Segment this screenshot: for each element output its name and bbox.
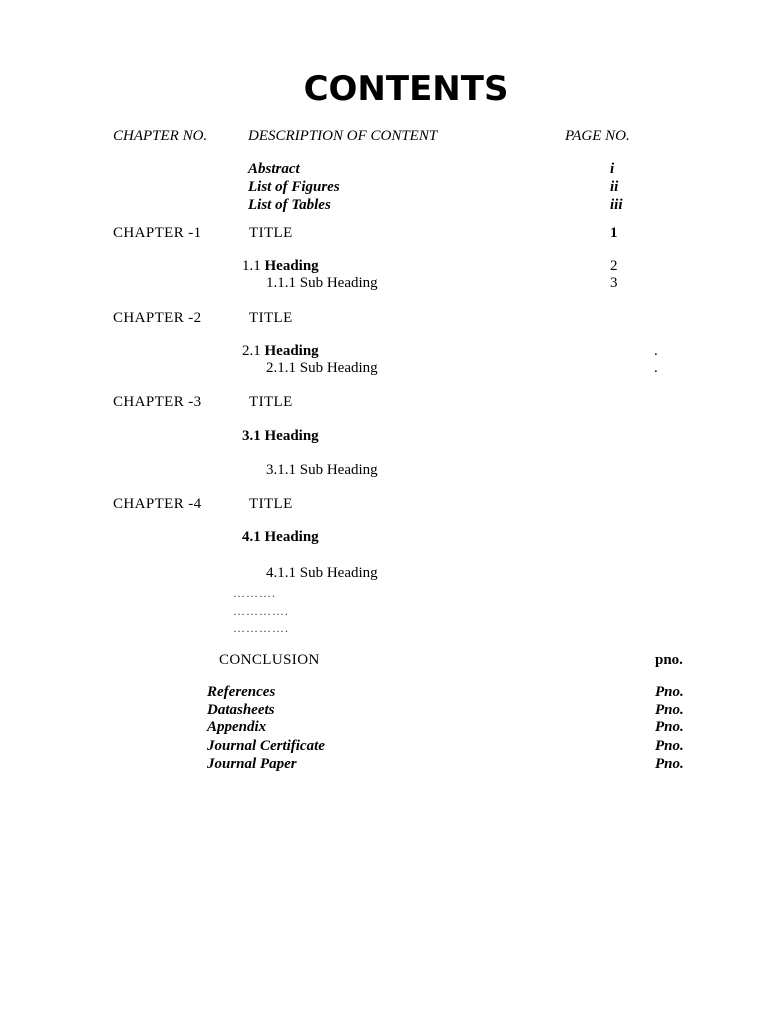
ellipsis-line: …………. <box>233 604 289 618</box>
chapter-1-label: CHAPTER -1 <box>113 225 202 241</box>
back-matter-references-page: Pno. <box>655 684 684 700</box>
back-matter-appendix-page: Pno. <box>655 719 684 735</box>
chapter-4-title: TITLE <box>249 496 293 512</box>
chapter-1-heading-text: Heading <box>264 258 319 274</box>
conclusion-label: CONCLUSION <box>219 652 320 668</box>
back-matter-journal-certificate: Journal Certificate <box>207 738 325 754</box>
chapter-3-label: CHAPTER -3 <box>113 394 202 410</box>
front-matter-list-of-tables: List of Tables <box>248 197 331 213</box>
chapter-2-heading <box>242 344 319 359</box>
ellipsis-line: …………. <box>233 621 289 635</box>
chapter-3-sub-heading: 3.1.1 Sub Heading <box>266 462 378 478</box>
header-description: DESCRIPTION OF CONTENT <box>248 128 438 144</box>
back-matter-journal-paper-page: Pno. <box>655 756 684 772</box>
chapter-4-heading: 4.1 Heading <box>242 529 319 545</box>
chapter-2-title: TITLE <box>249 310 293 326</box>
chapter-1-sub-heading: 1.1.1 Sub Heading <box>266 275 378 291</box>
chapter-2-sub-heading-page: . <box>654 360 658 376</box>
chapter-3-title: TITLE <box>249 394 293 410</box>
chapter-1-page: 1 <box>610 225 618 241</box>
back-matter-datasheets-page: Pno. <box>655 702 684 718</box>
front-matter-abstract-page: i <box>610 161 615 177</box>
chapter-1-title: TITLE <box>249 225 293 241</box>
back-matter-journal-certificate-page: Pno. <box>655 738 684 754</box>
chapter-2-heading-text: Heading <box>264 343 319 359</box>
chapter-1-heading-number: 1.1 <box>242 258 261 274</box>
front-matter-abstract: Abstract <box>248 161 300 177</box>
chapter-2-sub-heading: 2.1.1 Sub Heading <box>266 360 378 376</box>
front-matter-list-of-figures-page: ii <box>610 179 619 195</box>
back-matter-references: References <box>207 684 276 700</box>
header-chapter-no: CHAPTER NO. <box>113 128 208 144</box>
ellipsis-line: ………. <box>233 586 276 600</box>
page-title: CONTENTS <box>303 69 509 109</box>
back-matter-appendix: Appendix <box>207 719 267 735</box>
chapter-1-heading <box>242 259 319 274</box>
header-page-no: PAGE NO. <box>565 128 630 144</box>
conclusion-page: pno. <box>655 652 683 668</box>
chapter-4-label: CHAPTER -4 <box>113 496 202 512</box>
chapter-2-heading-page: . <box>654 343 658 359</box>
front-matter-list-of-figures: List of Figures <box>248 179 340 195</box>
chapter-3-heading: 3.1 Heading <box>242 428 319 444</box>
chapter-1-heading-page: 2 <box>610 258 618 274</box>
back-matter-journal-paper: Journal Paper <box>207 756 297 772</box>
back-matter-datasheets: Datasheets <box>207 702 275 718</box>
chapter-1-sub-heading-page: 3 <box>610 275 618 291</box>
front-matter-list-of-tables-page: iii <box>610 197 623 213</box>
chapter-4-sub-heading: 4.1.1 Sub Heading <box>266 565 378 581</box>
chapter-2-heading-number: 2.1 <box>242 343 261 359</box>
chapter-2-label: CHAPTER -2 <box>113 310 202 326</box>
